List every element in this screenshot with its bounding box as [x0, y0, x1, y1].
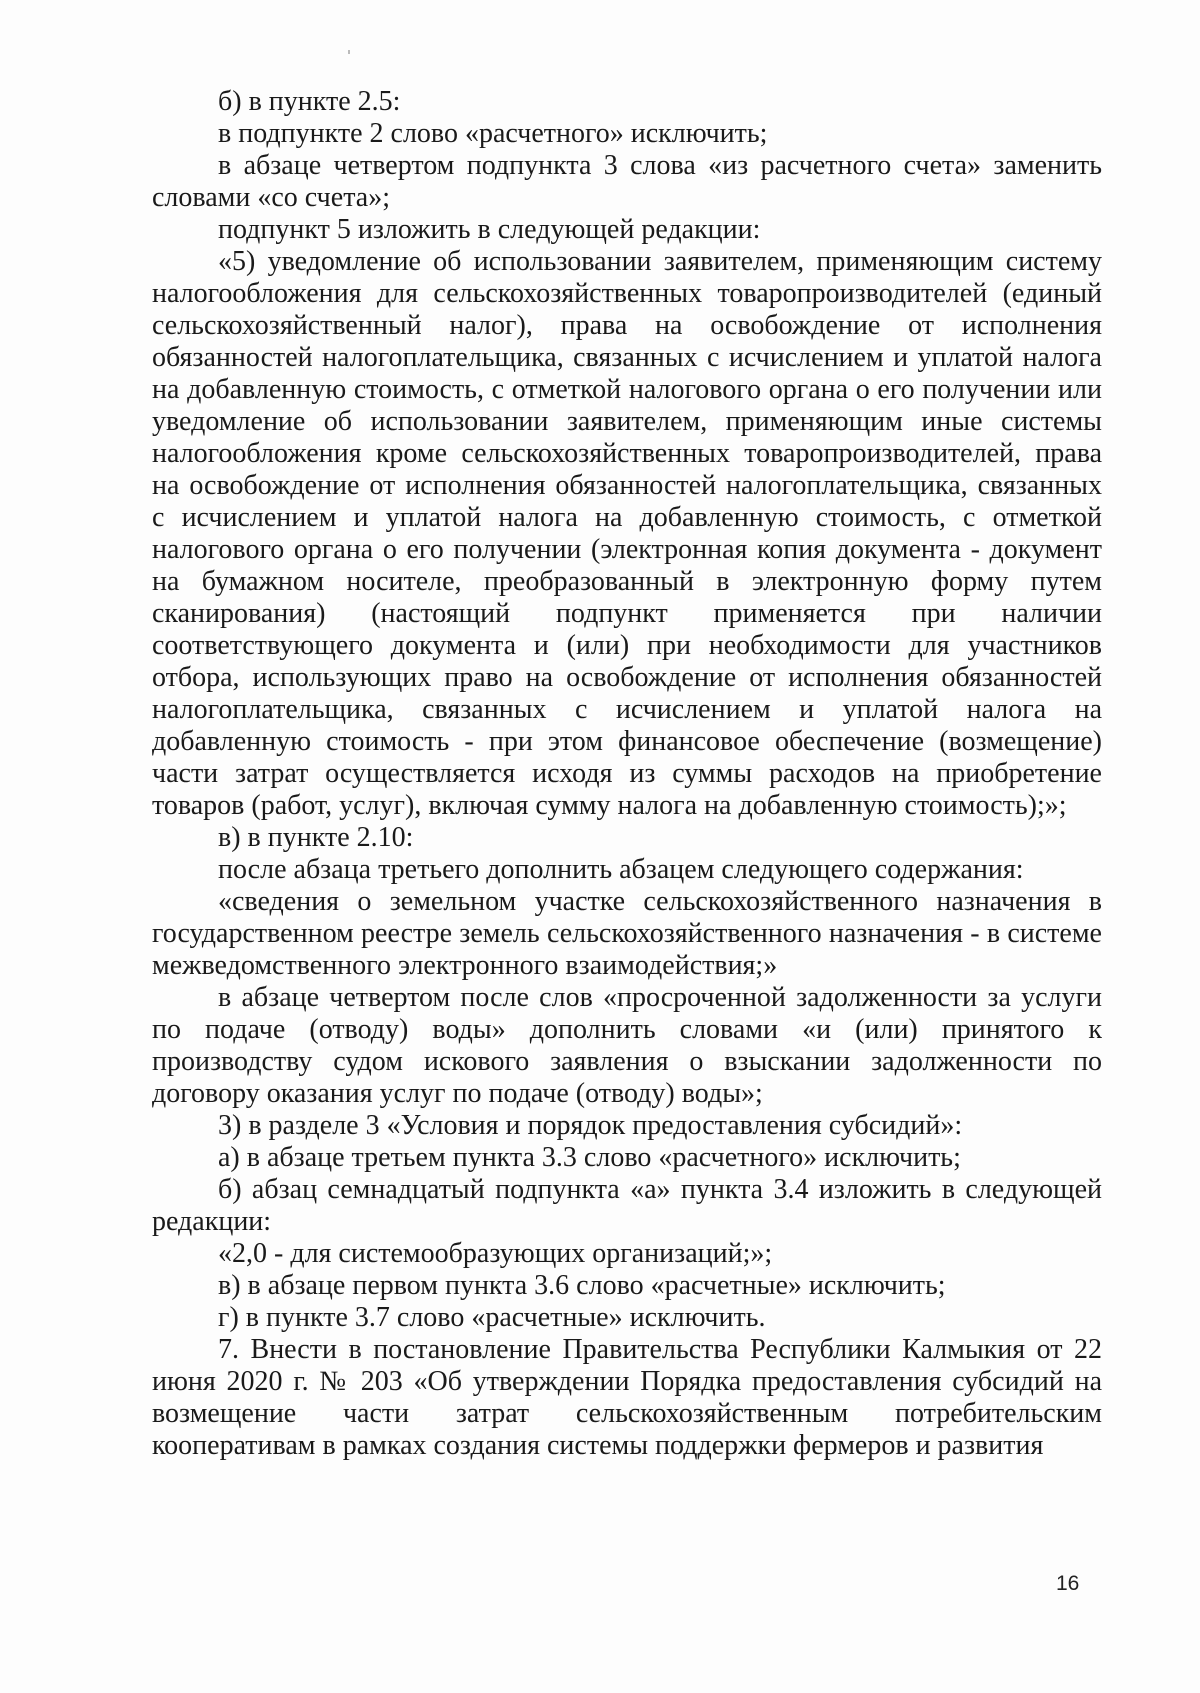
- paragraph-subpoint-5-intro: подпункт 5 изложить в следующей редакции:: [218, 214, 761, 245]
- paragraph-subpoint-3: в абзаце четвертом подпункта 3 слова «из расчетного счета» заменить словами «со счета»;: [152, 150, 1102, 213]
- paragraph-item-b-2-5: б) в пункте 2.5:: [218, 86, 401, 117]
- paragraph-subpoint-2: в подпункте 2 слово «расчетного» исключить;: [218, 118, 768, 149]
- scan-speck: [348, 50, 350, 54]
- paragraph-subpoint-5-text: «5) уведомление об использовании заявителем, применяющим систему налогообложения для сельскохозяйственных товаропроизводителей (единый сельскохозяйственный налог), права на освобождение от исполнения обязанностей налогоплательщика, связанных с исчислением и уплатой налога на добавленную стоимость, с отметкой налогового органа о его получении или уведомление об использовании заявителем, применяющим иные системы налогообложения кроме сельскохозяйственных товаропроизводителей, права на освобождение от исполнения обязанностей налогоплательщика, связанных с исчислением и уплатой налога на добавленную стоимость, с отметкой налогового органа о его получении (электронная копия документа - документ на бумажном носителе, преобразованный в электронную форму путем сканирования) (настоящий подпункт применяется при наличии соответствующего документа и (или) при необходимости для участников отбора, использующих право на освобождение от исполнения обязанностей налогоплательщика, связанных с исчислением и уплатой налога на добавленную стоимость - при этом финансовое обеспечение (возмещение) части затрат осуществляется исходя из суммы расходов на приобретение товаров (работ, услуг), включая сумму налога на добавленную стоимость);»;: [152, 246, 1102, 821]
- paragraph-item-v-3-6: в) в абзаце первом пункта 3.6 слово «расчетные» исключить;: [218, 1270, 946, 1301]
- paragraph-section-3: 3) в разделе 3 «Условия и порядок предоставления субсидий»:: [218, 1110, 963, 1141]
- paragraph-item-b-3-4: б) абзац семнадцатый подпункта «а» пункта 3.4 изложить в следующей редакции:: [152, 1174, 1102, 1237]
- paragraph-point-7: 7. Внести в постановление Правительства Республики Калмыкия от 22 июня 2020 г. № 203 «Об утверждении Порядка предоставления субсидий на возмещение части затрат сельскохозяйственным потребительским кооперативам в рамках создания системы поддержки фермеров и развития: [152, 1334, 1102, 1461]
- paragraph-item-v-2-10: в) в пункте 2.10:: [218, 822, 414, 853]
- paragraph-coefficient: «2,0 - для системообразующих организаций;»;: [218, 1238, 773, 1269]
- paragraph-add-abzac: после абзаца третьего дополнить абзацем следующего содержания:: [218, 854, 1024, 885]
- paragraph-abzac-four: в абзаце четвертом после слов «просроченной задолженности за услуги по подаче (отводу) воды» дополнить словами «и (или) принятого к производству судом искового заявления о взыскании задолженности по договору оказания услуг по подаче (отводу) воды»;: [152, 982, 1102, 1109]
- document-body: [152, 86, 1102, 1462]
- page-number: 16: [1056, 1572, 1080, 1595]
- paragraph-item-g-3-7: г) в пункте 3.7 слово «расчетные» исключить.: [218, 1302, 766, 1333]
- paragraph-item-a-3-3: а) в абзаце третьем пункта 3.3 слово «расчетного» исключить;: [218, 1142, 961, 1173]
- paragraph-land-info: «сведения о земельном участке сельскохозяйственного назначения в государственном реестре земель сельскохозяйственного назначения - в системе межведомственного электронного взаимодействия;»: [152, 886, 1102, 981]
